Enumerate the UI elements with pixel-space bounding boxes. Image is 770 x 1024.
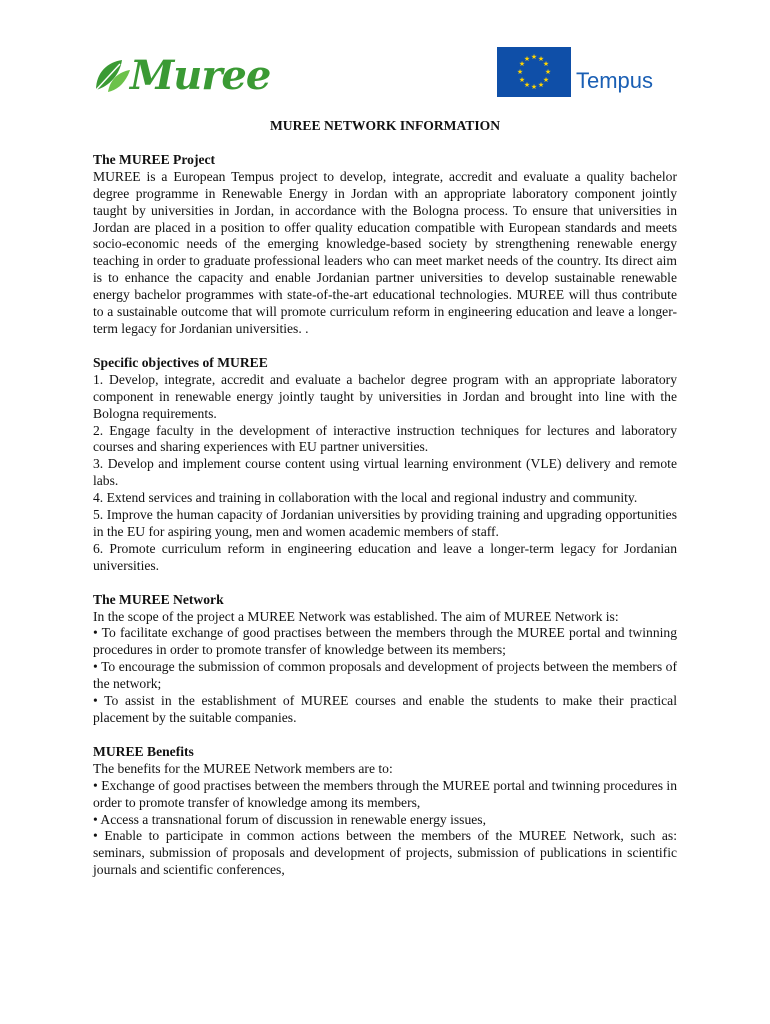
tempus-logo-text: Tempus [576,68,654,93]
objective-item: 4. Extend services and training in collaboration with the local and regional industry and community. [93,490,638,506]
document-body [93,118,677,879]
objective-item: 5. Improve the human capacity of Jordanian universities by providing training and upgrading opportunities in the EU for aspiring young, men and women academic members of staff. [93,507,677,539]
network-item: • To assist in the establishment of MUREE courses and enable the students to make their practical placement by the suitable companies. [93,693,677,725]
svg-text:★: ★ [518,76,526,84]
svg-text:★: ★ [544,68,552,76]
objective-item: 1. Develop, integrate, accredit and evaluate a bachelor degree program with an appropriate laboratory component in renewable energy jointly taught by universities in Jordan and brought into line with the Bologna requirements. [93,371,677,421]
section-gap [93,727,677,744]
benefit-item: • Access a transnational forum of discussion in renewable energy issues, [93,811,486,827]
muree-logo-text: Muree [130,52,271,99]
benefits-intro: The benefits for the MUREE Network members are to: [93,760,393,776]
network-intro: In the scope of the project a MUREE Network was established. The aim of MUREE Network is: [93,608,619,624]
document-title: MUREE NETWORK INFORMATION [269,118,501,133]
benefits-heading: MUREE Benefits [93,743,194,759]
svg-text:★: ★ [523,81,531,89]
tempus-logo [497,47,677,103]
svg-text:★: ★ [516,68,524,76]
project-heading: The MUREE Project [93,151,216,167]
svg-text:★: ★ [537,81,545,89]
benefit-item: • Enable to participate in common actions between the members of the MUREE Network, such as: seminars, submission of proposals and development of projects, submission of publications in scientific journals and scientific conferences, [93,828,677,878]
svg-text:★: ★ [530,53,538,61]
section-gap [93,338,677,355]
svg-text:★: ★ [537,55,545,63]
objectives-heading: Specific objectives of MUREE [93,354,268,370]
svg-text:★: ★ [542,60,550,68]
benefit-item: • Exchange of good practises between the members through the MUREE portal and twinning procedures in order to promote transfer of knowledge among its members, [93,777,677,810]
svg-text:★: ★ [530,83,538,91]
network-item: • To encourage the submission of common proposals and development of projects between the members of the network; [93,659,677,692]
leaf-icon [92,56,132,96]
eu-flag-icon [497,47,571,97]
objective-item: 3. Develop and implement course content using virtual learning environment (VLE) delivery and remote labs. [93,456,677,489]
svg-text:★: ★ [518,60,526,68]
objective-item: 2. Engage faculty in the development of interactive instruction techniques for lectures and laboratory courses and sharing experiences with EU partner universities. [93,422,677,455]
muree-logo [92,48,271,104]
section-gap [93,575,677,592]
objective-item: 6. Promote curriculum reform in engineering education and leave a longer-term legacy for Jordanian universities. [93,540,677,573]
network-heading: The MUREE Network [93,591,224,607]
svg-text:★: ★ [523,55,531,63]
network-item: • To facilitate exchange of good practises between the members through the MUREE portal and twinning procedures in order to promote transfer of knowledge between its members; [93,625,677,658]
project-paragraph: MUREE is a European Tempus project to develop, integrate, accredit and evaluate a quality bachelor degree programme in Renewable Energy in Jordan with an appropriate laboratory component jointly taught by universities in Jordan, in accordance with the Bologna process. To ensure that universities in Jordan are placed in a position to offer quality education compatible with European standards and meets socio-economic needs of the emerging knowledge-based society by strengthening renewable energy teaching in order to graduate professional leaders who can meet market needs of the country. Its direct aim is to enhance the capacity and enable Jordanian partner universities to develop sustainable renewable energy bachelor programmes with state-of-the-art educational technologies. MUREE will thus contribute to a sustainable outcome that will promote curriculum reform in engineering education and leave a longer-term legacy for Jordanian universities. . [93,168,677,336]
svg-text:★: ★ [542,76,550,84]
